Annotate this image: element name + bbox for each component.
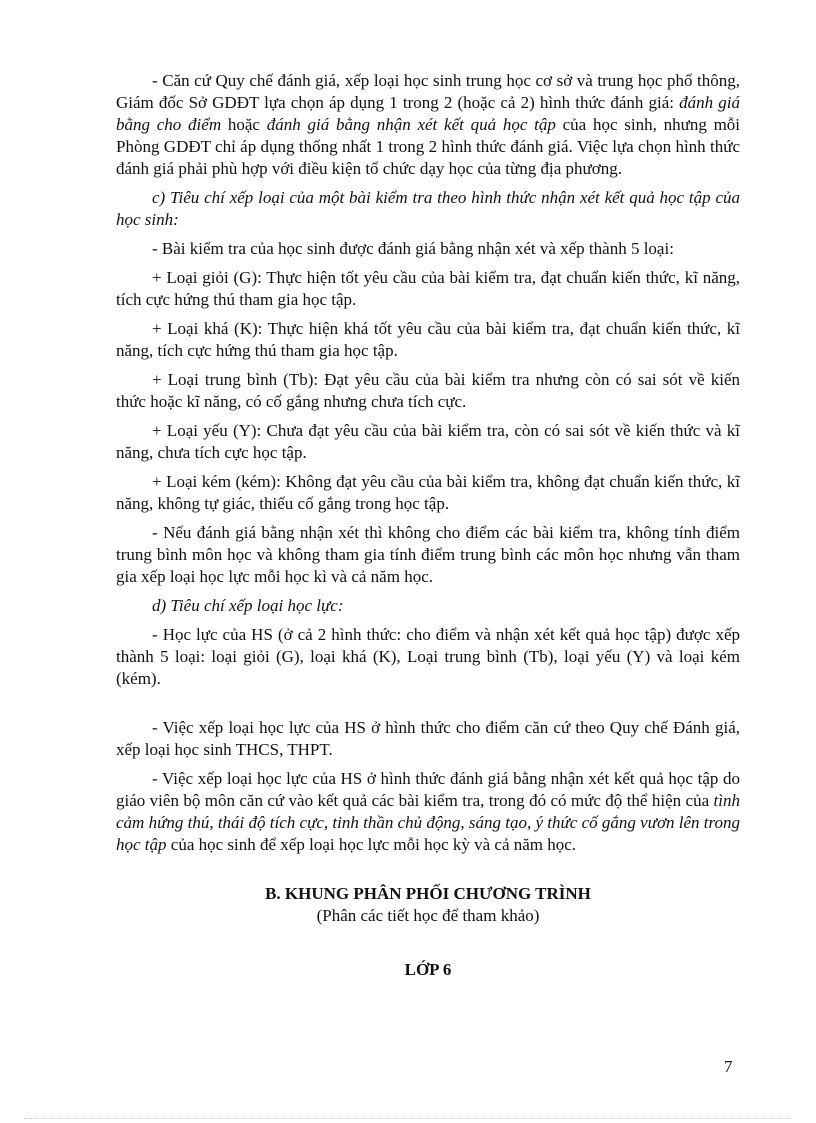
section-b-subtitle: (Phân các tiết học để tham khảo) <box>316 906 540 925</box>
paragraph-test-intro: - Bài kiểm tra của học sinh được đánh giá bằng nhận xét và xếp thành 5 loại: <box>152 239 674 258</box>
page-number: 7 <box>724 1057 733 1076</box>
italic-run: đánh giá bằng nhận xét kết quả học tập <box>266 115 556 134</box>
heading-c: c) Tiêu chí xếp loại của một bài kiểm tra theo hình thức nhận xét kết quả học tập của học sinh: <box>116 188 740 229</box>
paragraph-comment-based <box>116 768 740 856</box>
page-body <box>116 70 740 981</box>
paragraph-assessment-regulation <box>116 70 740 180</box>
grade-weak: + Loại yếu (Y): Chưa đạt yêu cầu của bài kiểm tra, còn có sai sót về kiến thức và kĩ năng, chưa tích cực học tập. <box>116 421 740 462</box>
spacer <box>116 863 740 883</box>
spacer <box>116 697 740 717</box>
text-run: của học sinh để xếp loại học lực mỗi học kỳ và cả năm học. <box>166 835 577 854</box>
paragraph-academic-grades: - Học lực của HS (ở cả 2 hình thức: cho điểm và nhận xét kết quả học tập) được xếp thành 5 loại: loại giỏi (G), loại khá (K), Loại trung bình (Tb), loại yếu (Y) và loại kém (kém). <box>116 625 740 688</box>
italic-run: đánh giá bằng cho điểm <box>116 93 740 134</box>
page-bottom-rule <box>24 1118 792 1119</box>
text-run: hoặc <box>221 115 267 134</box>
text-run: - Việc xếp loại học lực của HS ở hình thức đánh giá bằng nhận xét kết quả học tập do giáo viên bộ môn căn cứ vào kết quả các bài kiểm tra, trong đó có mức độ thể hiện của <box>116 769 740 810</box>
grade-average: + Loại trung bình (Tb): Đạt yêu cầu của bài kiểm tra nhưng còn có sai sót về kiến thức hoặc kĩ năng, có cố gắng nhưng chưa tích cực. <box>116 370 740 411</box>
text-run: - Căn cứ Quy chế đánh giá, xếp loại học sinh trung học cơ sở và trung học phổ thông, Giám đốc Sở GDĐT lựa chọn áp dụng 1 trong 2 (hoặc cả 2) hình thức đánh giá: <box>116 71 740 112</box>
text-run: của học sinh, nhưng mỗi Phòng GDĐT chỉ áp dụng thống nhất 1 trong 2 hình thức đánh giá. Việc lựa chọn hình thức đánh giá phải phù hợp với điều kiện tổ chức dạy học của từng địa phương. <box>116 115 741 178</box>
spacer <box>116 927 740 959</box>
grade-title: LỚP 6 <box>404 960 452 979</box>
heading-d: d) Tiêu chí xếp loại học lực: <box>152 596 344 615</box>
grade-fair: + Loại khá (K): Thực hiện khá tốt yêu cầu của bài kiểm tra, đạt chuẩn kiến thức, kĩ năng, tích cực hứng thú tham gia học tập. <box>116 319 740 360</box>
grade-poor: + Loại kém (kém): Không đạt yêu cầu của bài kiểm tra, không đạt chuẩn kiến thức, kĩ năng, không tự giác, thiếu cố gắng trong học tập. <box>116 472 740 513</box>
section-b-title: B. KHUNG PHÂN PHỐI CHƯƠNG TRÌNH <box>265 884 591 903</box>
paragraph-no-score: - Nếu đánh giá bằng nhận xét thì không cho điểm các bài kiểm tra, không tính điểm trung bình môn học và không tham gia tính điểm trung bình các môn học nhưng vẫn tham gia xếp loại học lực mỗi học kì và cả năm học. <box>116 523 740 586</box>
grade-good: + Loại giỏi (G): Thực hiện tốt yêu cầu của bài kiểm tra, đạt chuẩn kiến thức, kĩ năng, tích cực hứng thú tham gia học tập. <box>116 268 740 309</box>
italic-run: tình cảm hứng thú, thái độ tích cực, tinh thần chủ động, sáng tạo, ý thức cố gắng vươn lên trong học tập <box>116 791 740 854</box>
paragraph-score-based: - Việc xếp loại học lực của HS ở hình thức cho điểm căn cứ theo Quy chế Đánh giá, xếp loại học sinh THCS, THPT. <box>116 718 740 759</box>
